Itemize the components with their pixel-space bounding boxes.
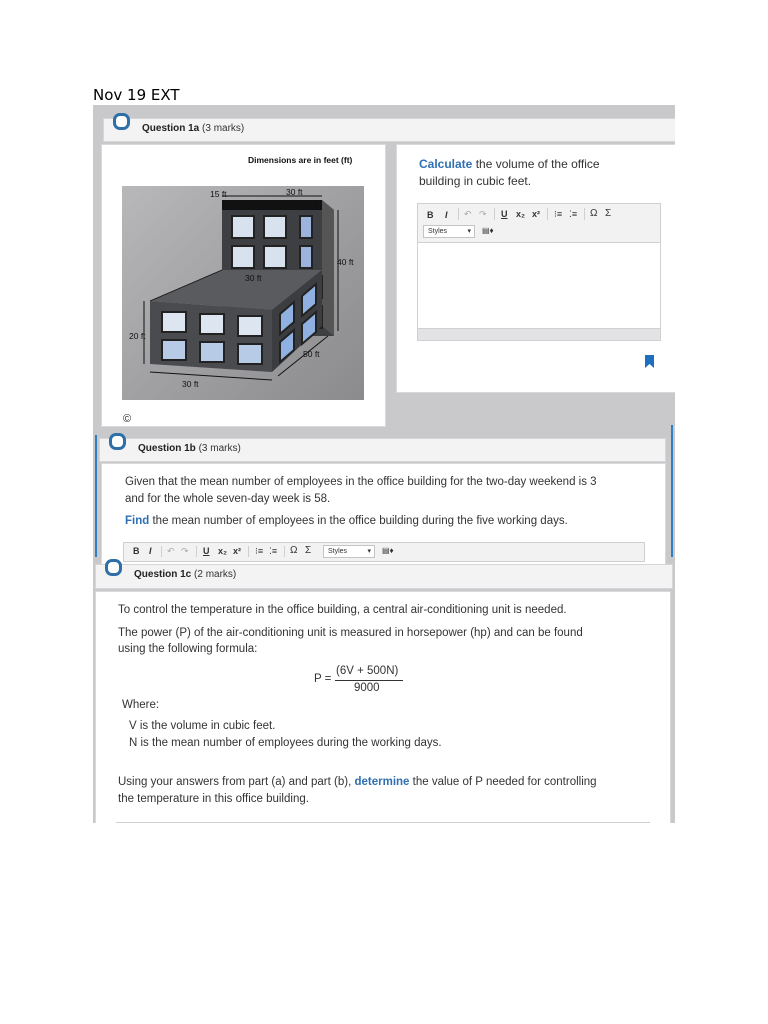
styles-dropdown-label: Styles bbox=[328, 548, 348, 555]
focus-indicator bbox=[671, 425, 673, 557]
question-marks: (3 marks) bbox=[202, 123, 245, 134]
underline-button[interactable]: U bbox=[501, 209, 508, 219]
question-1b-line1: Given that the mean number of employees in the office building for the two-day weekend is 3 bbox=[125, 476, 597, 488]
question-1b-line2: and for the whole seven-day week is 58. bbox=[125, 493, 331, 505]
question-bubble-icon bbox=[113, 113, 130, 130]
styles-dropdown[interactable] bbox=[423, 225, 475, 238]
building-image bbox=[122, 186, 364, 400]
dim-label: 20 ft bbox=[129, 331, 146, 341]
formula-lhs: P = bbox=[314, 673, 332, 685]
styles-dropdown[interactable] bbox=[323, 545, 375, 558]
question-1b-card bbox=[101, 463, 666, 565]
superscript-button[interactable]: x² bbox=[532, 209, 541, 219]
question-1c-header bbox=[95, 564, 673, 589]
question-1b-find: Find the mean number of employees in the office building during the five working days. bbox=[125, 515, 568, 527]
question-1a-answer-input[interactable] bbox=[417, 242, 661, 329]
question-1b-header bbox=[99, 438, 666, 462]
question-1c-task: Using your answers from part (a) and part (b), determine the value of P needed for controlling bbox=[118, 776, 597, 788]
numbered-list-icon[interactable]: ⁝≡ bbox=[554, 209, 563, 219]
sigma-symbol-button[interactable]: Σ bbox=[605, 208, 612, 219]
question-1a-answer-card bbox=[396, 144, 675, 393]
rich-text-toolbar bbox=[123, 542, 645, 562]
question-1b-title: Question 1b (3 marks) bbox=[138, 443, 241, 454]
figure-card bbox=[101, 144, 386, 427]
undo-icon[interactable]: ↶ bbox=[167, 546, 175, 556]
source-button[interactable]: ▤♦ bbox=[382, 546, 394, 555]
building-illustration bbox=[122, 186, 364, 400]
omega-symbol-button[interactable]: Ω bbox=[590, 208, 598, 219]
subscript-button[interactable]: x₂ bbox=[516, 209, 526, 219]
question-1c-task-line2: the temperature in this office building. bbox=[118, 793, 309, 805]
question-1c-line2: The power (P) of the air-conditioning unit is measured in horsepower (hp) and can be found bbox=[118, 627, 583, 639]
subscript-button[interactable]: x₂ bbox=[218, 546, 228, 556]
omega-symbol-button[interactable]: Ω bbox=[290, 545, 298, 556]
redo-icon[interactable]: ↷ bbox=[479, 209, 487, 219]
page-title: Nov 19 EXT bbox=[93, 86, 180, 104]
question-1a-title bbox=[142, 123, 244, 134]
question-label: Question 1a bbox=[142, 123, 200, 134]
definition-n: N is the mean number of employees during the working days. bbox=[129, 737, 442, 749]
rich-text-toolbar bbox=[417, 203, 661, 243]
bold-button[interactable]: B bbox=[427, 210, 434, 220]
dim-label: 30 ft bbox=[286, 187, 303, 197]
sigma-symbol-button[interactable]: Σ bbox=[305, 545, 312, 556]
focus-indicator bbox=[95, 435, 97, 557]
bullet-list-icon[interactable]: ⁚≡ bbox=[269, 546, 278, 556]
bookmark-icon[interactable] bbox=[645, 355, 654, 368]
source-button[interactable]: ▤♦ bbox=[482, 226, 494, 235]
question-1c-title: Question 1c (2 marks) bbox=[134, 569, 237, 580]
dim-label: 15 ft bbox=[210, 189, 227, 199]
question-1c-answer-input[interactable] bbox=[116, 822, 650, 823]
dim-label: 50 ft bbox=[303, 349, 320, 359]
question-1a-prompt: Calculate the volume of the office bbox=[419, 157, 600, 171]
bold-button[interactable]: B bbox=[133, 546, 140, 556]
redo-icon[interactable]: ↷ bbox=[181, 546, 189, 556]
question-1a-prompt-line2: building in cubic feet. bbox=[419, 174, 532, 188]
chevron-down-icon: ▾ bbox=[467, 228, 471, 235]
undo-icon[interactable]: ↶ bbox=[464, 209, 472, 219]
numbered-list-icon[interactable]: ⁝≡ bbox=[255, 546, 264, 556]
screenshot-panel bbox=[93, 105, 675, 823]
question-bubble-icon bbox=[109, 433, 126, 450]
editor-status-bar bbox=[417, 328, 661, 341]
question-1c-card bbox=[95, 591, 671, 823]
formula-denominator: 9000 bbox=[354, 682, 380, 694]
styles-dropdown-label: Styles bbox=[428, 228, 448, 235]
formula-numerator: (6V + 500N) bbox=[336, 665, 399, 677]
italic-button[interactable]: I bbox=[445, 210, 448, 220]
question-1c-line3: using the following formula: bbox=[118, 643, 258, 655]
question-1a-header bbox=[103, 118, 675, 142]
underline-button[interactable]: U bbox=[203, 546, 210, 556]
figure-caption: Dimensions are in feet (ft) bbox=[248, 155, 353, 165]
dim-label: 15 ft bbox=[302, 200, 319, 210]
dim-label: 30 ft bbox=[182, 379, 199, 389]
question-1c-line1: To control the temperature in the office building, a central air-conditioning unit is needed. bbox=[118, 604, 567, 616]
italic-button[interactable]: I bbox=[149, 546, 152, 556]
chevron-down-icon: ▾ bbox=[367, 548, 371, 555]
dim-label: 40 ft bbox=[337, 257, 354, 267]
definition-v: V is the volume in cubic feet. bbox=[129, 720, 276, 732]
dim-label: 30 ft bbox=[245, 273, 262, 283]
copyright-mark: © bbox=[123, 413, 132, 425]
where-label: Where: bbox=[122, 699, 160, 711]
question-bubble-icon bbox=[105, 559, 122, 576]
superscript-button[interactable]: x² bbox=[233, 546, 242, 556]
bullet-list-icon[interactable]: ⁚≡ bbox=[569, 209, 578, 219]
